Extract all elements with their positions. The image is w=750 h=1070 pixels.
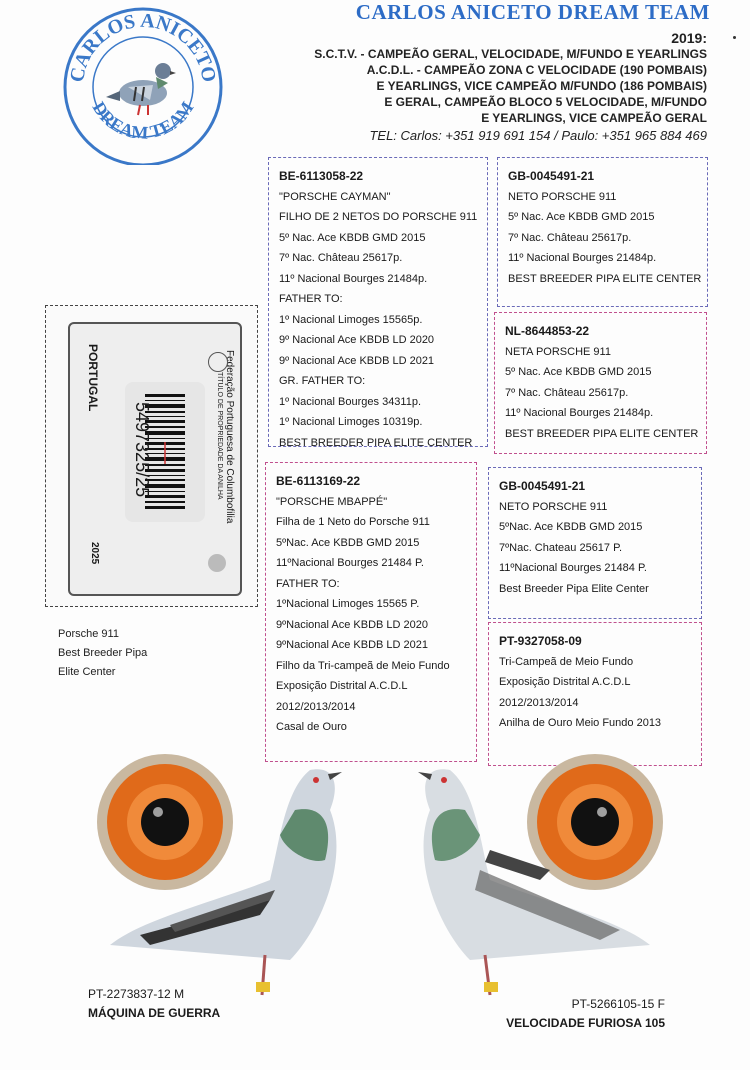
pedigree-line: "PORSCHE MBAPPÉ"	[276, 495, 388, 508]
pedigree-box-dam-dam	[488, 622, 702, 766]
achievement-line: S.C.T.V. - CAMPEÃO GERAL, VELOCIDADE, M/FUNDO E YEARLINGS	[314, 47, 707, 61]
pedigree-line: NETO PORSCHE 911	[499, 500, 608, 513]
pedigree-line: 1º Nacional Limoges 10319p.	[279, 416, 423, 428]
pedigree-line: 5º Nac. Ace KBDB GMD 2015	[505, 366, 652, 378]
pedigree-line: 1º Nacional Limoges 15565p.	[279, 313, 423, 326]
pedigree-line: Best Breeder Pipa Elite Center	[499, 582, 649, 595]
pedigree-line: 2012/2013/2014	[499, 696, 579, 709]
card-year: 2025	[89, 542, 100, 565]
card-subtitle: TÍTULO DE PROPRIEDADE DA ANILHA	[216, 372, 223, 500]
pedigree-line: 11º Nacional Bourges 21484p.	[505, 407, 654, 419]
pedigree-box-sire-dam	[494, 312, 707, 454]
pedigree-line: 5ºNac. Ace KBDB GMD 2015	[499, 521, 643, 533]
pedigree-line: BEST BREEDER PIPA ELITE CENTER	[279, 436, 473, 449]
ring-ownership-card	[45, 305, 258, 607]
contact-info: TEL: Carlos: +351 919 691 154 / Paulo: +351 965 884 469	[369, 128, 707, 143]
pedigree-line: 9º Nacional Ace KBDB LD 2021	[279, 354, 435, 367]
ring-number: BE-6113169-22	[276, 474, 361, 488]
caption-line: Elite Center	[58, 666, 116, 678]
pedigree-line: 7º Nac. Château 25617p.	[505, 386, 629, 399]
ring-number: NL-8644853-22	[505, 324, 590, 338]
pedigree-line: 1ºNacional Limoges 15565 P.	[276, 598, 420, 610]
pedigree-line: FATHER TO:	[276, 577, 340, 590]
svg-text:CARLOS ANICETO	[66, 10, 220, 84]
pedigree-line: Tri-Campeã de Meio Fundo	[499, 655, 634, 668]
pigeon-logo-icon	[106, 63, 176, 115]
achievement-line: A.C.D.L. - CAMPEÃO ZONA C VELOCIDADE (190 POMBAIS)	[366, 63, 707, 77]
left-eye-icon	[97, 754, 233, 890]
card-federation: Federação Portuguesa de Columbofilia	[224, 350, 235, 524]
pedigree-line: 5º Nac. Ace KBDB GMD 2015	[279, 231, 426, 244]
achievements-block	[255, 30, 707, 126]
pedigree-line: Casal de Ouro	[276, 721, 347, 733]
pedigree-line: FATHER TO:	[279, 293, 343, 305]
pedigree-line: 7º Nac. Château 25617p.	[508, 231, 632, 244]
ring-number: BE-6113058-22	[279, 169, 364, 183]
pedigree-line: Anilha de Ouro Meio Fundo 2013	[499, 717, 662, 729]
pedigree-line: 9ºNacional Ace KBDB LD 2020	[276, 618, 428, 631]
card-frame	[68, 322, 242, 596]
caption-line: Best Breeder Pipa	[58, 647, 148, 659]
pedigree-line: NETO PORSCHE 911	[508, 190, 617, 203]
pedigree-box-sire-sire	[497, 157, 708, 307]
bird-label-right	[500, 995, 665, 1033]
pedigree-line: 9º Nacional Ace KBDB LD 2020	[279, 334, 435, 346]
pigeon-emblem-icon	[208, 554, 226, 572]
pedigree-line: Exposição Distrital A.C.D.L	[276, 680, 408, 692]
achievement-line: E YEARLINGS, VICE CAMPEÃO GERAL	[481, 111, 707, 125]
logo-text-bottom: DREAM TEAM	[88, 97, 198, 143]
bird-name: VELOCIDADE FURIOSA 105	[506, 1016, 665, 1030]
bird-name: MÁQUINA DE GUERRA	[88, 1006, 221, 1020]
pedigree-line: Filha de 1 Neto do Porsche 911	[276, 516, 430, 528]
pedigree-line: 7º Nac. Château 25617p.	[279, 252, 403, 264]
club-logo	[58, 5, 228, 165]
bird-ring-id: PT-2273837-12 M	[88, 987, 185, 1001]
pedigree-line: 7ºNac. Chateau 25617 P.	[499, 541, 623, 554]
pedigree-box-sire	[268, 157, 488, 447]
ring-number: GB-0045491-21	[499, 479, 586, 493]
pedigree-line: Exposição Distrital A.C.D.L	[499, 676, 631, 688]
pedigree-line: NETA PORSCHE 911	[505, 345, 611, 358]
pedigree-line: 5º Nac. Ace KBDB GMD 2015	[508, 211, 655, 223]
pedigree-line: BEST BREEDER PIPA ELITE CENTER	[508, 272, 702, 285]
pedigree-line: 11ºNacional Bourges 21484 P.	[499, 562, 647, 574]
pedigree-line: 9ºNacional Ace KBDB LD 2021	[276, 639, 428, 651]
achievement-line: E YEARLINGS, VICE CAMPEÃO M/FUNDO (186 POMBAIS)	[376, 79, 707, 93]
achievement-line: E GERAL, CAMPEÃO BLOCO 5 VELOCIDADE, M/FUNDO	[384, 95, 707, 109]
pedigree-line: 5ºNac. Ace KBDB GMD 2015	[276, 536, 420, 549]
ring-number: GB-0045491-21	[508, 169, 595, 183]
pedigree-line: 1º Nacional Bourges 34311p.	[279, 395, 422, 408]
pedigree-line: 2012/2013/2014	[276, 700, 356, 713]
pigeons-illustration	[80, 750, 680, 1020]
pedigree-box-dam-sire	[488, 467, 702, 619]
page-title: CARLOS ANICETO DREAM TEAM	[355, 0, 710, 24]
pedigree-box-dam	[265, 462, 477, 762]
pedigree-line: Filho da Tri-campeã de Meio Fundo	[276, 659, 450, 672]
card-ring-number: 5497325/25	[132, 402, 152, 498]
pedigree-line: BEST BREEDER PIPA ELITE CENTER	[505, 427, 699, 440]
page-mark	[733, 36, 736, 39]
pedigree-line: 11º Nacional Bourges 21484p.	[508, 252, 657, 264]
logo-text-top: CARLOS ANICETO	[65, 9, 221, 84]
achievements-year: 2019:	[671, 30, 707, 46]
caption-line: Porsche 911	[58, 628, 119, 640]
pedigree-line: "PORSCHE CAYMAN"	[279, 190, 391, 203]
bird-label-left	[88, 985, 220, 1023]
federation-emblem-icon	[208, 352, 228, 372]
card-country: PORTUGAL	[86, 344, 100, 412]
card-caption	[58, 625, 147, 682]
ring-number: PT-9327058-09	[499, 634, 582, 648]
pedigree-line: FILHO DE 2 NETOS DO PORSCHE 911	[279, 211, 478, 223]
pedigree-line: 11ºNacional Bourges 21484 P.	[276, 557, 424, 569]
pedigree-line: 11º Nacional Bourges 21484p.	[279, 272, 428, 285]
pedigree-line: GR. FATHER TO:	[279, 375, 366, 387]
bird-ring-id: PT-5266105-15 F	[571, 997, 665, 1011]
